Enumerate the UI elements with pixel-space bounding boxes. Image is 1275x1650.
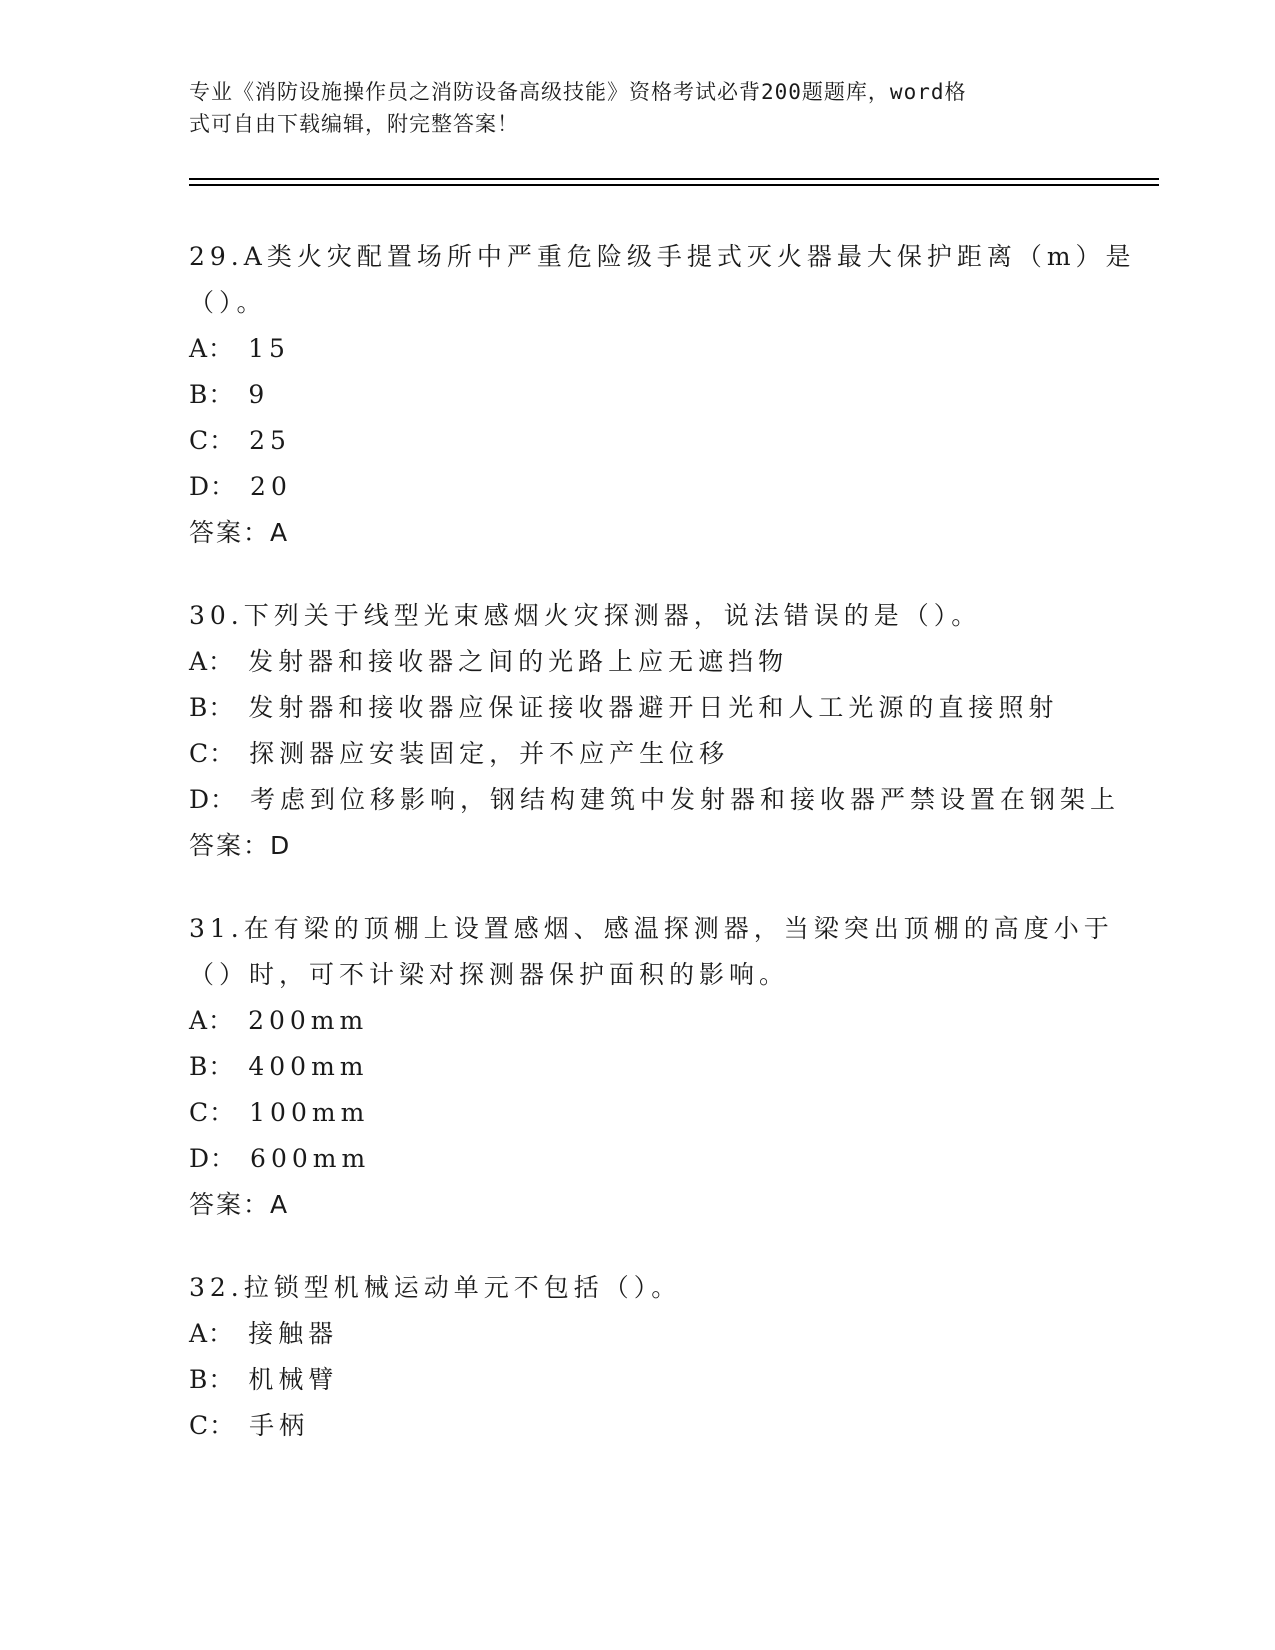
option-key: D： [189, 472, 237, 501]
option-b [189, 685, 1089, 731]
option-key: C： [189, 426, 236, 455]
option-c [189, 418, 1089, 464]
question-30 [189, 593, 1121, 869]
option-b [189, 1357, 1089, 1403]
option-text: 15 [248, 334, 290, 363]
option-b [189, 1044, 1089, 1090]
document-intro [189, 76, 1079, 140]
option-key: D： [189, 785, 237, 814]
option-key: A： [189, 1006, 235, 1035]
question-stem: 31.在有梁的顶棚上设置感烟、感温探测器，当梁突出顶棚的高度小于 [189, 914, 1114, 943]
answer-line: 答案：D [189, 831, 292, 860]
question-32 [189, 1265, 1089, 1449]
option-c [189, 1090, 1089, 1136]
option-key: B： [189, 693, 235, 722]
option-text: 400mm [248, 1052, 369, 1081]
option-key: C： [189, 1411, 236, 1440]
option-key: B： [189, 1365, 235, 1394]
option-text: 100mm [249, 1098, 370, 1127]
option-b [189, 372, 1089, 418]
option-key: A： [189, 334, 235, 363]
option-text: 20 [250, 472, 292, 501]
header-divider-top [189, 178, 1159, 180]
option-a [189, 1311, 1089, 1357]
option-text: 探测器应安装固定，并不应产生位移 [249, 739, 730, 768]
option-key: D： [189, 1144, 237, 1173]
question-29 [189, 234, 1136, 556]
intro-line-1: 专业《消防设施操作员之消防设备高级技能》资格考试必背200题题库，word格 [189, 80, 967, 104]
question-list [189, 234, 1136, 1486]
option-text: 发射器和接收器之间的光路上应无遮挡物 [248, 647, 789, 676]
option-key: C： [189, 1098, 236, 1127]
option-c [189, 1403, 1089, 1449]
option-a [189, 998, 1089, 1044]
header-divider-bottom [189, 184, 1159, 186]
option-key: A： [189, 1319, 235, 1348]
question-31 [189, 906, 1114, 1228]
question-stem: 32.拉锁型机械运动单元不包括（）。 [189, 1273, 682, 1302]
option-text: 200mm [248, 1006, 369, 1035]
option-a [189, 326, 1089, 372]
option-text: 接触器 [248, 1319, 339, 1348]
option-key: B： [189, 1052, 235, 1081]
option-c [189, 731, 1089, 777]
option-text: 机械臂 [248, 1365, 339, 1394]
option-key: B： [189, 380, 235, 409]
option-d [189, 1136, 1089, 1182]
option-d [189, 777, 1121, 823]
option-d [189, 464, 1089, 510]
option-a [189, 639, 1089, 685]
option-text: 考虑到位移影响，钢结构建筑中发射器和接收器严禁设置在钢架上 [250, 785, 1121, 814]
answer-line: 答案：A [189, 518, 290, 547]
option-text: 25 [249, 426, 291, 455]
intro-line-2: 式可自由下载编辑，附完整答案！ [189, 112, 519, 136]
option-key: C： [189, 739, 236, 768]
answer-line: 答案：A [189, 1190, 290, 1219]
option-text: 600mm [250, 1144, 371, 1173]
option-text: 9 [248, 380, 270, 409]
question-stem-continued: （）时，可不计梁对探测器保护面积的影响。 [189, 960, 790, 989]
question-stem: 29.A类火灾配置场所中严重危险级手提式灭火器最大保护距离（m）是 [189, 242, 1136, 271]
question-stem: 30.下列关于线型光束感烟火灾探测器，说法错误的是（）。 [189, 601, 982, 630]
option-text: 发射器和接收器应保证接收器避开日光和人工光源的直接照射 [248, 693, 1059, 722]
question-stem-continued: （）。 [189, 288, 267, 317]
option-key: A： [189, 647, 235, 676]
option-text: 手柄 [249, 1411, 310, 1440]
